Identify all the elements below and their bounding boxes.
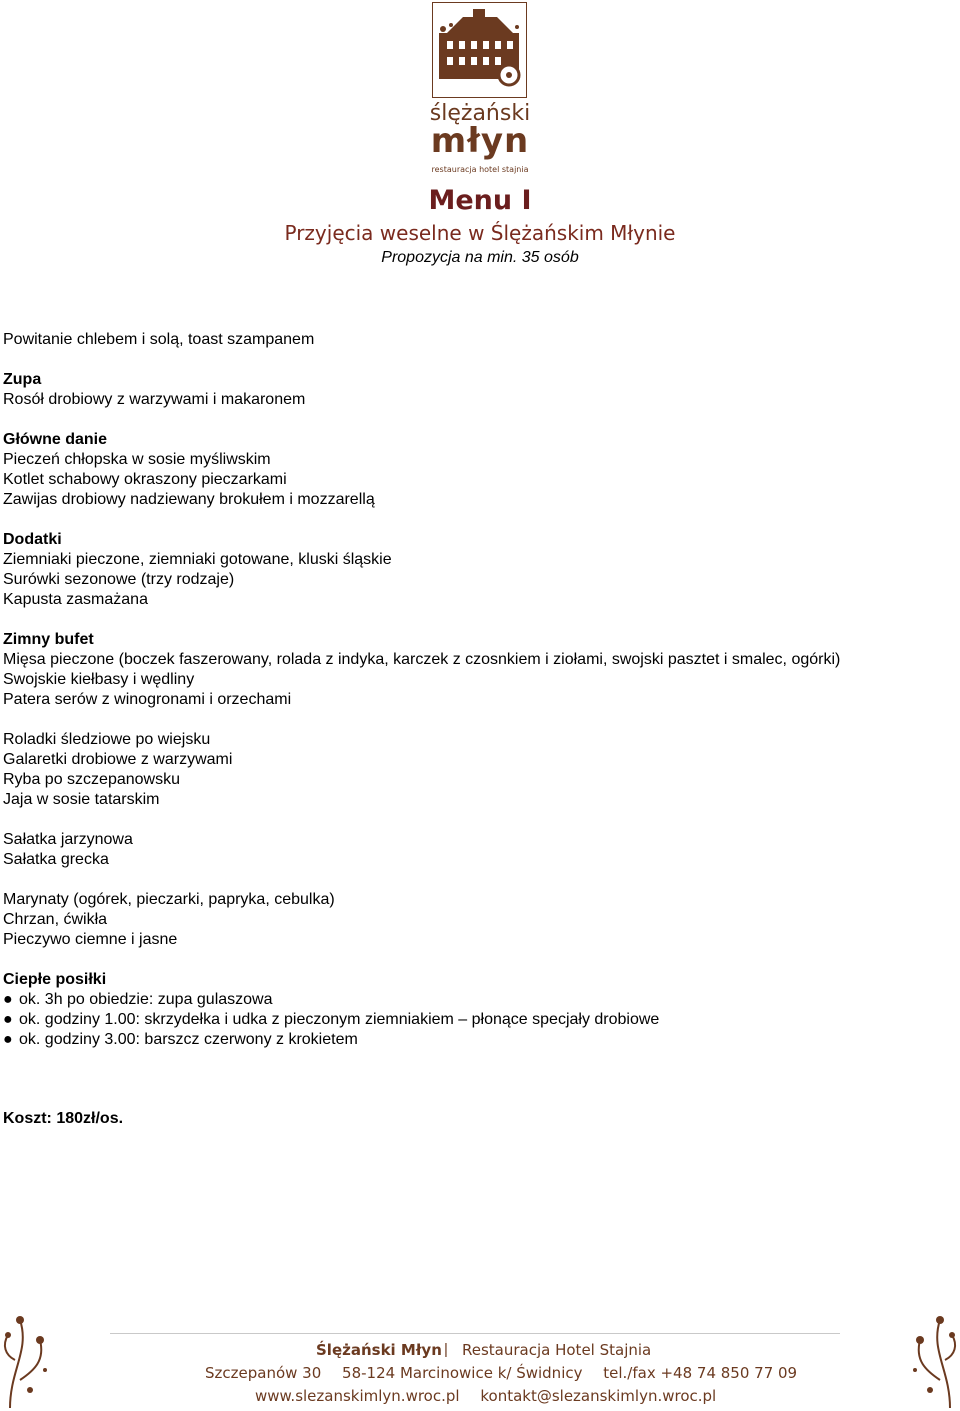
floral-corner-ornament-icon [880, 1310, 960, 1410]
cold-buffet-heading: Zimny bufet [3, 631, 94, 648]
menu-item: Jaja w sosie tatarskim [3, 791, 160, 808]
footer-website-link[interactable]: www.slezanskimlyn.wroc.pl [255, 1387, 460, 1405]
footer-divider [110, 1333, 840, 1334]
menu-item: Mięsa pieczone (boczek faszerowany, rolada z indyka, karczek z czosnkiem i ziołami, swojski pasztet i smalec, ogórki) [3, 651, 841, 668]
menu-item: Kapusta zasmażana [3, 591, 148, 608]
menu-item: Surówki sezonowe (trzy rodzaje) [3, 571, 235, 588]
menu-item: Pieczywo ciemne i jasne [3, 931, 178, 948]
brand-tagline: restauracja hotel stajnia [431, 165, 529, 174]
footer-email-link[interactable]: kontakt@slezanskimlyn.wroc.pl [480, 1387, 717, 1405]
hot-meals-section [3, 970, 953, 1050]
footer-city: 58-124 Marcinowice k/ Świdnicy [342, 1364, 583, 1382]
mill-building-logo-icon [433, 3, 526, 97]
salads-group [3, 830, 953, 870]
welcome-text: Powitanie chlebem i solą, toast szampanem [3, 331, 315, 348]
footer-address [205, 1364, 798, 1382]
menu-title: Menu I [428, 185, 532, 216]
menu-content [3, 330, 953, 1070]
menu-item: Galaretki drobiowe z warzywami [3, 751, 233, 768]
brand-name-top: ślężański [429, 101, 531, 126]
fish-group [3, 730, 953, 810]
menu-item: Sałatka jarzynowa [3, 831, 133, 848]
hot-meal-text: ok. godziny 1.00: skrzydełka i udka z pieczonym ziemniakiem – płonące specjały drobiowe [19, 1011, 660, 1028]
menu-item: Marynaty (ogórek, pieczarki, papryka, cebulka) [3, 891, 335, 908]
menu-item: Ziemniaki pieczone, ziemniaki gotowane, kluski śląskie [3, 551, 392, 568]
footer-web [255, 1387, 755, 1405]
hot-meal-item [3, 990, 953, 1010]
logo [432, 2, 527, 98]
welcome-section [3, 330, 953, 350]
menu-item: Ryba po szczepanowsku [3, 771, 180, 788]
sides-heading: Dodatki [3, 531, 62, 548]
bullet-icon: ● [3, 1031, 13, 1048]
menu-item: Zawijas drobiowy nadziewany brokułem i mozzarellą [3, 491, 375, 508]
footer-brand: Ślężański Młyn [316, 1341, 442, 1359]
soup-section [3, 370, 953, 410]
sides-section [3, 530, 953, 610]
footer-subtitle: Restauracja Hotel Stajnia [462, 1341, 652, 1359]
menu-item: Kotlet schabowy okraszony pieczarkami [3, 471, 287, 488]
floral-corner-ornament-icon [0, 1310, 80, 1410]
extras-group [3, 890, 953, 950]
price: Koszt: 180zł/os. [3, 1110, 124, 1127]
footer-separator: | [444, 1341, 448, 1358]
menu-item: Chrzan, ćwikła [3, 911, 108, 928]
main-course-heading: Główne danie [3, 431, 108, 448]
menu-item: Sałatka grecka [3, 851, 109, 868]
hot-meal-item [3, 1030, 953, 1050]
cold-buffet-section [3, 630, 953, 710]
hot-meals-heading: Ciepłe posiłki [3, 971, 107, 988]
menu-item: Pieczeń chłopska w sosie myśliwskim [3, 451, 271, 468]
soup-heading: Zupa [3, 371, 42, 388]
menu-item: Rosół drobiowy z warzywami i makaronem [3, 391, 306, 408]
bullet-icon: ● [3, 1011, 13, 1028]
menu-item: Patera serów z winogronami i orzechami [3, 691, 292, 708]
menu-item: Swojskie kiełbasy i wędliny [3, 671, 195, 688]
brand-name-bottom: młyn [430, 121, 530, 161]
footer-phone: tel./fax +48 74 850 77 09 [603, 1364, 798, 1382]
hot-meal-item [3, 1010, 953, 1030]
menu-subtitle: Przyjęcia weselne w Ślężańskim Młynie [284, 221, 676, 245]
main-course-section [3, 430, 953, 510]
hot-meal-text: ok. 3h po obiedzie: zupa gulaszowa [19, 991, 273, 1008]
menu-proposal: Propozycja na min. 35 osób [381, 249, 579, 266]
footer-street: Szczepanów 30 [205, 1364, 322, 1382]
menu-item: Roladki śledziowe po wiejsku [3, 731, 211, 748]
bullet-icon: ● [3, 991, 13, 1008]
hot-meal-text: ok. godziny 3.00: barszcz czerwony z krokietem [19, 1031, 358, 1048]
